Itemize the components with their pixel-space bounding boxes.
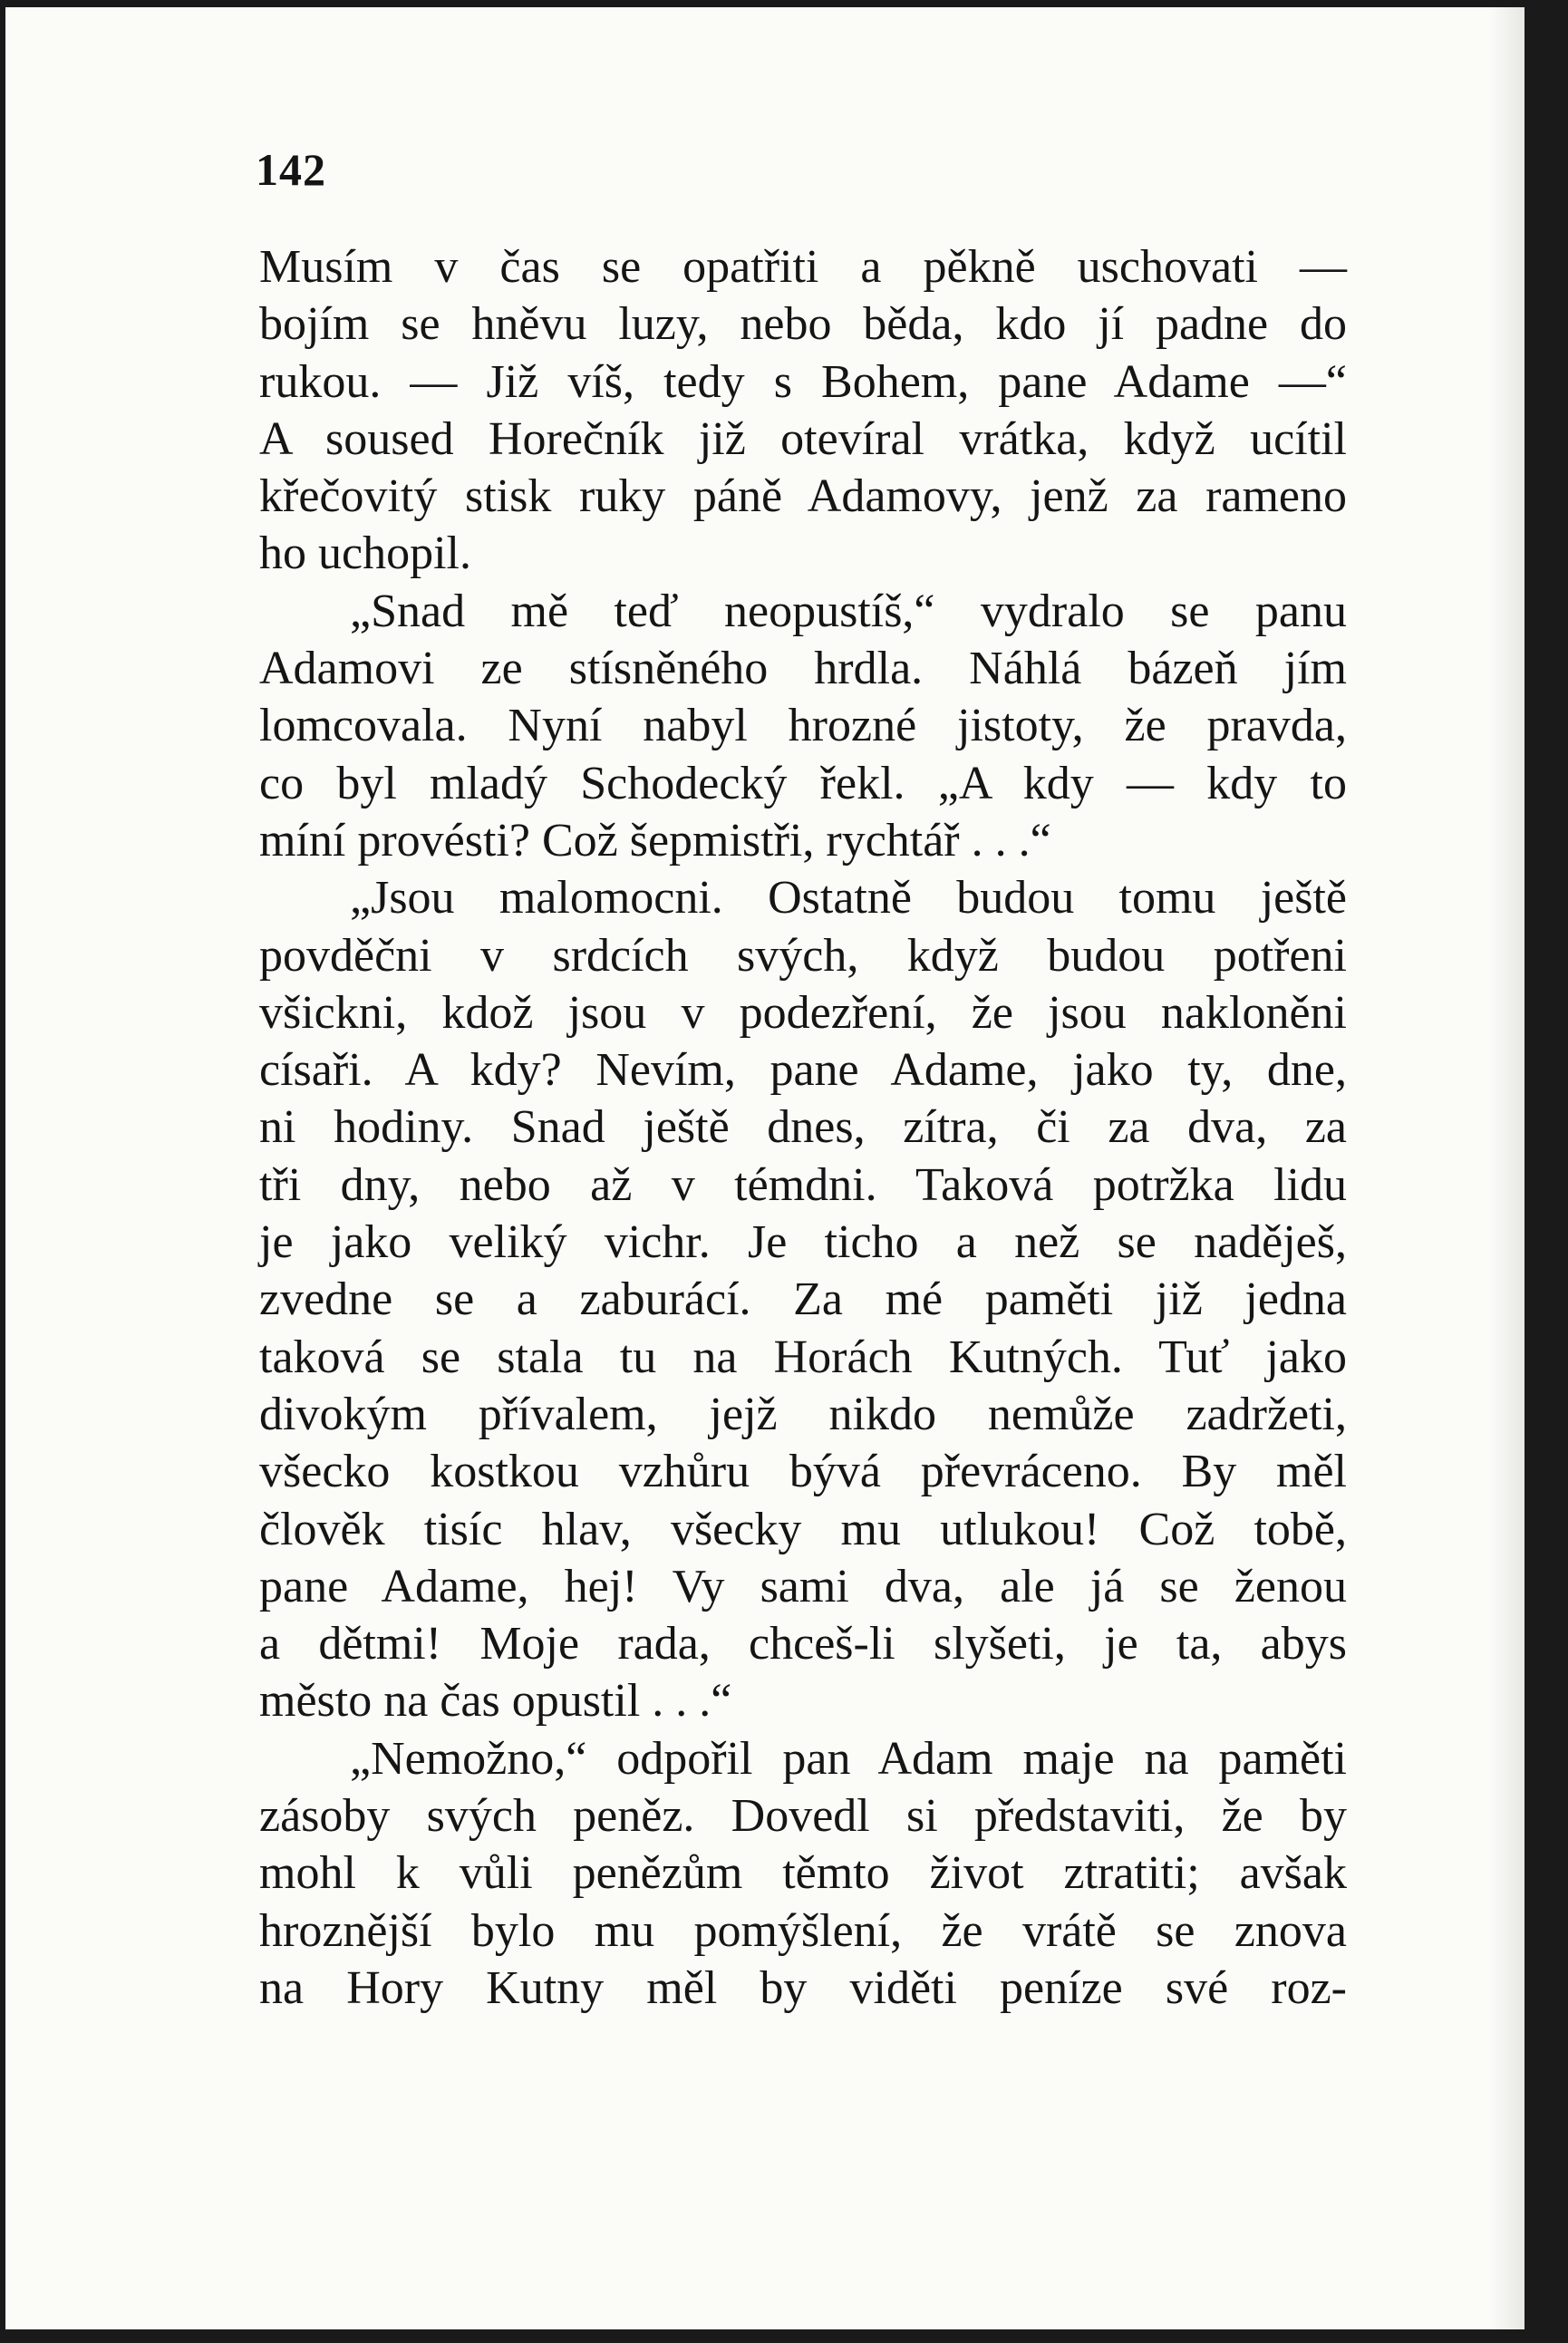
text-line: císaři. A kdy? Nevím, pane Adame, jako ty, dne, (259, 1044, 1347, 1097)
text-line: „Nemožno,“ odpořil pan Adam maje na paměti (350, 1732, 1347, 1785)
text-line: co byl mladý Schodecký řekl. „A kdy — kdy to (259, 757, 1347, 809)
text-line: A soused Horečník již otevíral vrátka, když ucítil (259, 412, 1347, 465)
text-line: Adamovi ze stísněného hrdla. Náhlá bázeň jím (259, 643, 1347, 695)
text-line: lomcovala. Nyní nabyl hrozné jistoty, že pravda, (259, 700, 1347, 752)
text-line: rukou. — Již víš, tedy s Bohem, pane Adame —“ (259, 355, 1347, 408)
page-edge-shadow (1488, 7, 1524, 2329)
text-line: Musím v čas se opatřiti a pěkně uschovati — (259, 241, 1347, 293)
text-line: na Hory Kutny měl by viděti peníze své roz- (259, 1961, 1347, 2014)
text-line: je jako veliký vichr. Je ticho a než se naděješ, (259, 1216, 1347, 1269)
body-text (259, 238, 1347, 2017)
text-line: mohl k vůli penězům těmto život ztratiti; avšak (259, 1847, 1347, 1900)
text-line: hroznější bylo mu pomýšlení, že vrátě se znova (259, 1904, 1347, 1957)
text-line: město na čas opustil . . .“ (259, 1675, 732, 1728)
text-line: ho uchopil. (259, 528, 471, 580)
text-line: povděčni v srdcích svých, když budou potřeni (259, 929, 1347, 982)
page-number: 142 (256, 144, 326, 195)
text-line: tři dny, nebo až v témdni. Taková potržka lidu (259, 1158, 1347, 1211)
text-line: všecko kostkou vzhůru bývá převráceno. By měl (259, 1446, 1347, 1498)
text-line: divokým přívalem, jejž nikdo nemůže zadržeti, (259, 1388, 1347, 1440)
text-line: taková se stala tu na Horách Kutných. Tuť jako (259, 1331, 1347, 1383)
text-line: „Jsou malomocni. Ostatně budou tomu ještě (350, 872, 1347, 925)
text-line: člověk tisíc hlav, všecky mu utlukou! Což tobě, (259, 1503, 1347, 1555)
text-line: všickni, kdož jsou v podezření, že jsou nakloněni (259, 986, 1347, 1039)
text-line: míní provésti? Což šepmistři, rychtář . . .“ (259, 814, 1051, 867)
text-line: „Snad mě teď neopustíš,“ vydralo se panu (350, 585, 1347, 637)
text-line: ni hodiny. Snad ještě dnes, zítra, či za dva, za (259, 1101, 1347, 1154)
text-line: a dětmi! Moje rada, chceš-li slyšeti, je ta, abys (259, 1618, 1347, 1670)
text-line: pane Adame, hej! Vy sami dva, ale já se ženou (259, 1560, 1347, 1612)
text-line: bojím se hněvu luzy, nebo běda, kdo jí padne do (259, 298, 1347, 351)
text-line: křečovitý stisk ruky páně Adamovy, jenž za rameno (259, 470, 1347, 523)
text-line: zvedne se a zaburácí. Za mé paměti již jedna (259, 1273, 1347, 1326)
text-line: zásoby svých peněz. Dovedl si představiti, že by (259, 1790, 1347, 1843)
book-page (5, 7, 1524, 2329)
